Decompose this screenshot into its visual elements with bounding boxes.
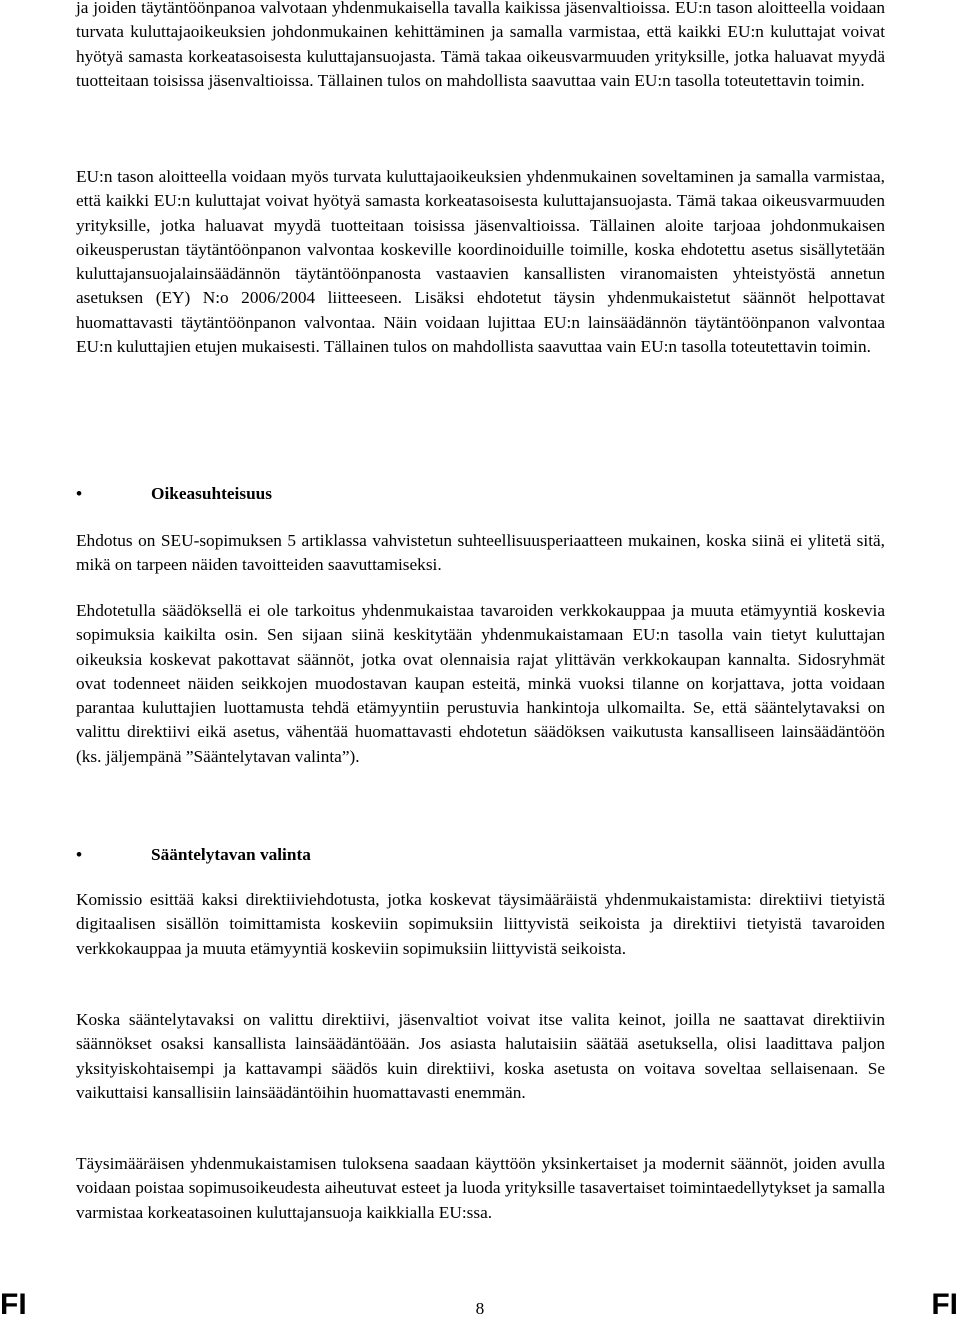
paragraph-directive-choice: Koska sääntelytavaksi on valittu direktiivi, jäsenvaltiot voivat itse valita keinot, joilla ne saattavat direktiivin säännökset osaksi kansallista lainsäädäntöään. Jos asiasta halutaisiin säätää asetuksella, olisi laadittava paljon yksityiskohtaisempi ja kattavampi säädös kuin direktiivi, koska asetusta on voitava soveltaa sellaisenaan. Se vaikuttaisi kansallisiin lainsäädäntöihin huomattavasti enemmän. (76, 1010, 885, 1102)
paragraph-subsidiarity-continued: ja joiden täytäntöönpanoa valvotaan yhdenmukaisella tavalla kaikissa jäsenvaltioissa. EU:n tason aloitteella voidaan turvata kuluttajaoikeuksien johdonmukainen kehittäminen ja samalla varmistaa, että kaikki EU:n kuluttajat voivat hyötyä samasta korkeatasoisesta kuluttajansuojasta. Tämä takaa oikeusvarmuuden yrityksille, jotka haluavat myydä tuotteitaan toisissa jäsenvaltioissa. Tällainen tulos on mahdollista saavuttaa vain EU:n tasolla toteutettavin toimin. (76, 0, 885, 90)
bullet-icon: • (76, 484, 83, 503)
paragraph-commission-proposals: Komissio esittää kaksi direktiiviehdotusta, jotka koskevat täysimääräistä yhdenmukaistamista: direktiivi tietyistä digitaalisen sisällön toimittamista koskeviin sopimuksiin liittyvistä seikoista ja direktiivi tietyistä tavaroiden verkkokauppaa ja muuta etämyyntiä koskeviin sopimuksiin liittyvistä seikoista. (76, 890, 885, 958)
heading-text: Sääntelytavan valinta (151, 845, 311, 864)
footer-language-right: FI (931, 1288, 958, 1321)
heading-text: Oikeasuhteisuus (151, 484, 273, 503)
footer-page-number: 8 (475, 1299, 485, 1318)
paragraph-proportionality-details: Ehdotetulla säädöksellä ei ole tarkoitus yhdenmukaistaa tavaroiden verkkokauppaa ja muuta etämyyntiä koskevia sopimuksia kaikilta osin. Sen sijaan siinä keskitytään yhdenmukaistamaan EU:n tasolla vain tietyt kuluttajan oikeuksia koskevat pakottavat säännöt, jotka ovat olennaisia rajat ylittävän verkkokaupan kannalta. Sidosryhmät ovat todenneet näiden seikkojen muodostavan kaupan esteitä, minkä vuoksi tilanne on korjattava, jotta voidaan parantaa kuluttajien luottamusta tehdä etämyyntiin perustuvia hankintoja ulkomailta. Se, että sääntelytavaksi on valittu direktiivi eikä asetus, vähentää huomattavasti ehdotetun säädöksen vaikutusta kansalliseen lainsäädäntöön (ks. jäljempänä ”Sääntelytavan valinta”). (76, 601, 885, 766)
paragraph-proportionality-intro: Ehdotus on SEU-sopimuksen 5 artiklassa vahvistetun suhteellisuusperiaatteen mukainen, koska siinä ei ylitetä sitä, mikä on tarpeen näiden tavoitteiden saavuttamiseksi. (76, 531, 885, 575)
bullet-icon: • (76, 845, 83, 864)
footer-language-left: FI (0, 1288, 27, 1321)
paragraph-subsidiarity-enforcement: EU:n tason aloitteella voidaan myös turvata kuluttajaoikeuksien yhdenmukainen soveltaminen ja samalla varmistaa, että kaikki EU:n kuluttajat voivat hyötyä samasta korkeatasoisesta kuluttajansuojasta. Tämä takaa oikeusvarmuuden yrityksille, jotka haluavat myydä tuotteitaan toisissa jäsenvaltioissa. Tällainen aloite tarjoaa johdonmukaisen oikeusperustan täytäntöönpanon valvontaa koskeville koordinoiduille toimille, koska ehdotettu asetus sisällytetään kuluttajansuojalainsäädännön täytäntöönpanosta vastaavien kansallisten viranomaisten yhteistyöstä annetun asetuksen (EY) N:o 2006/2004 liitteeseen. Lisäksi ehdotetut täysin yhdenmukaistetut säännöt helpottavat huomattavasti täytäntöönpanon valvontaa. Näin voidaan lujittaa EU:n lainsäädännön täytäntöönpanon valvontaa EU:n kuluttajien etujen mukaisesti. Tällainen tulos on mahdollista saavuttaa vain EU:n tasolla toteutettavin toimin. (76, 167, 885, 357)
paragraph-full-harmonisation: Täysimääräisen yhdenmukaistamisen tuloksena saadaan käyttöön yksinkertaiset ja modernit säännöt, joiden avulla voidaan poistaa sopimusoikeudesta aiheutuvat esteet ja luoda yrityksille tasavertaiset toimintaedellytykset ja samalla varmistaa korkeatasoinen kuluttajansuoja kaikkialla EU:ssa. (76, 1154, 885, 1222)
